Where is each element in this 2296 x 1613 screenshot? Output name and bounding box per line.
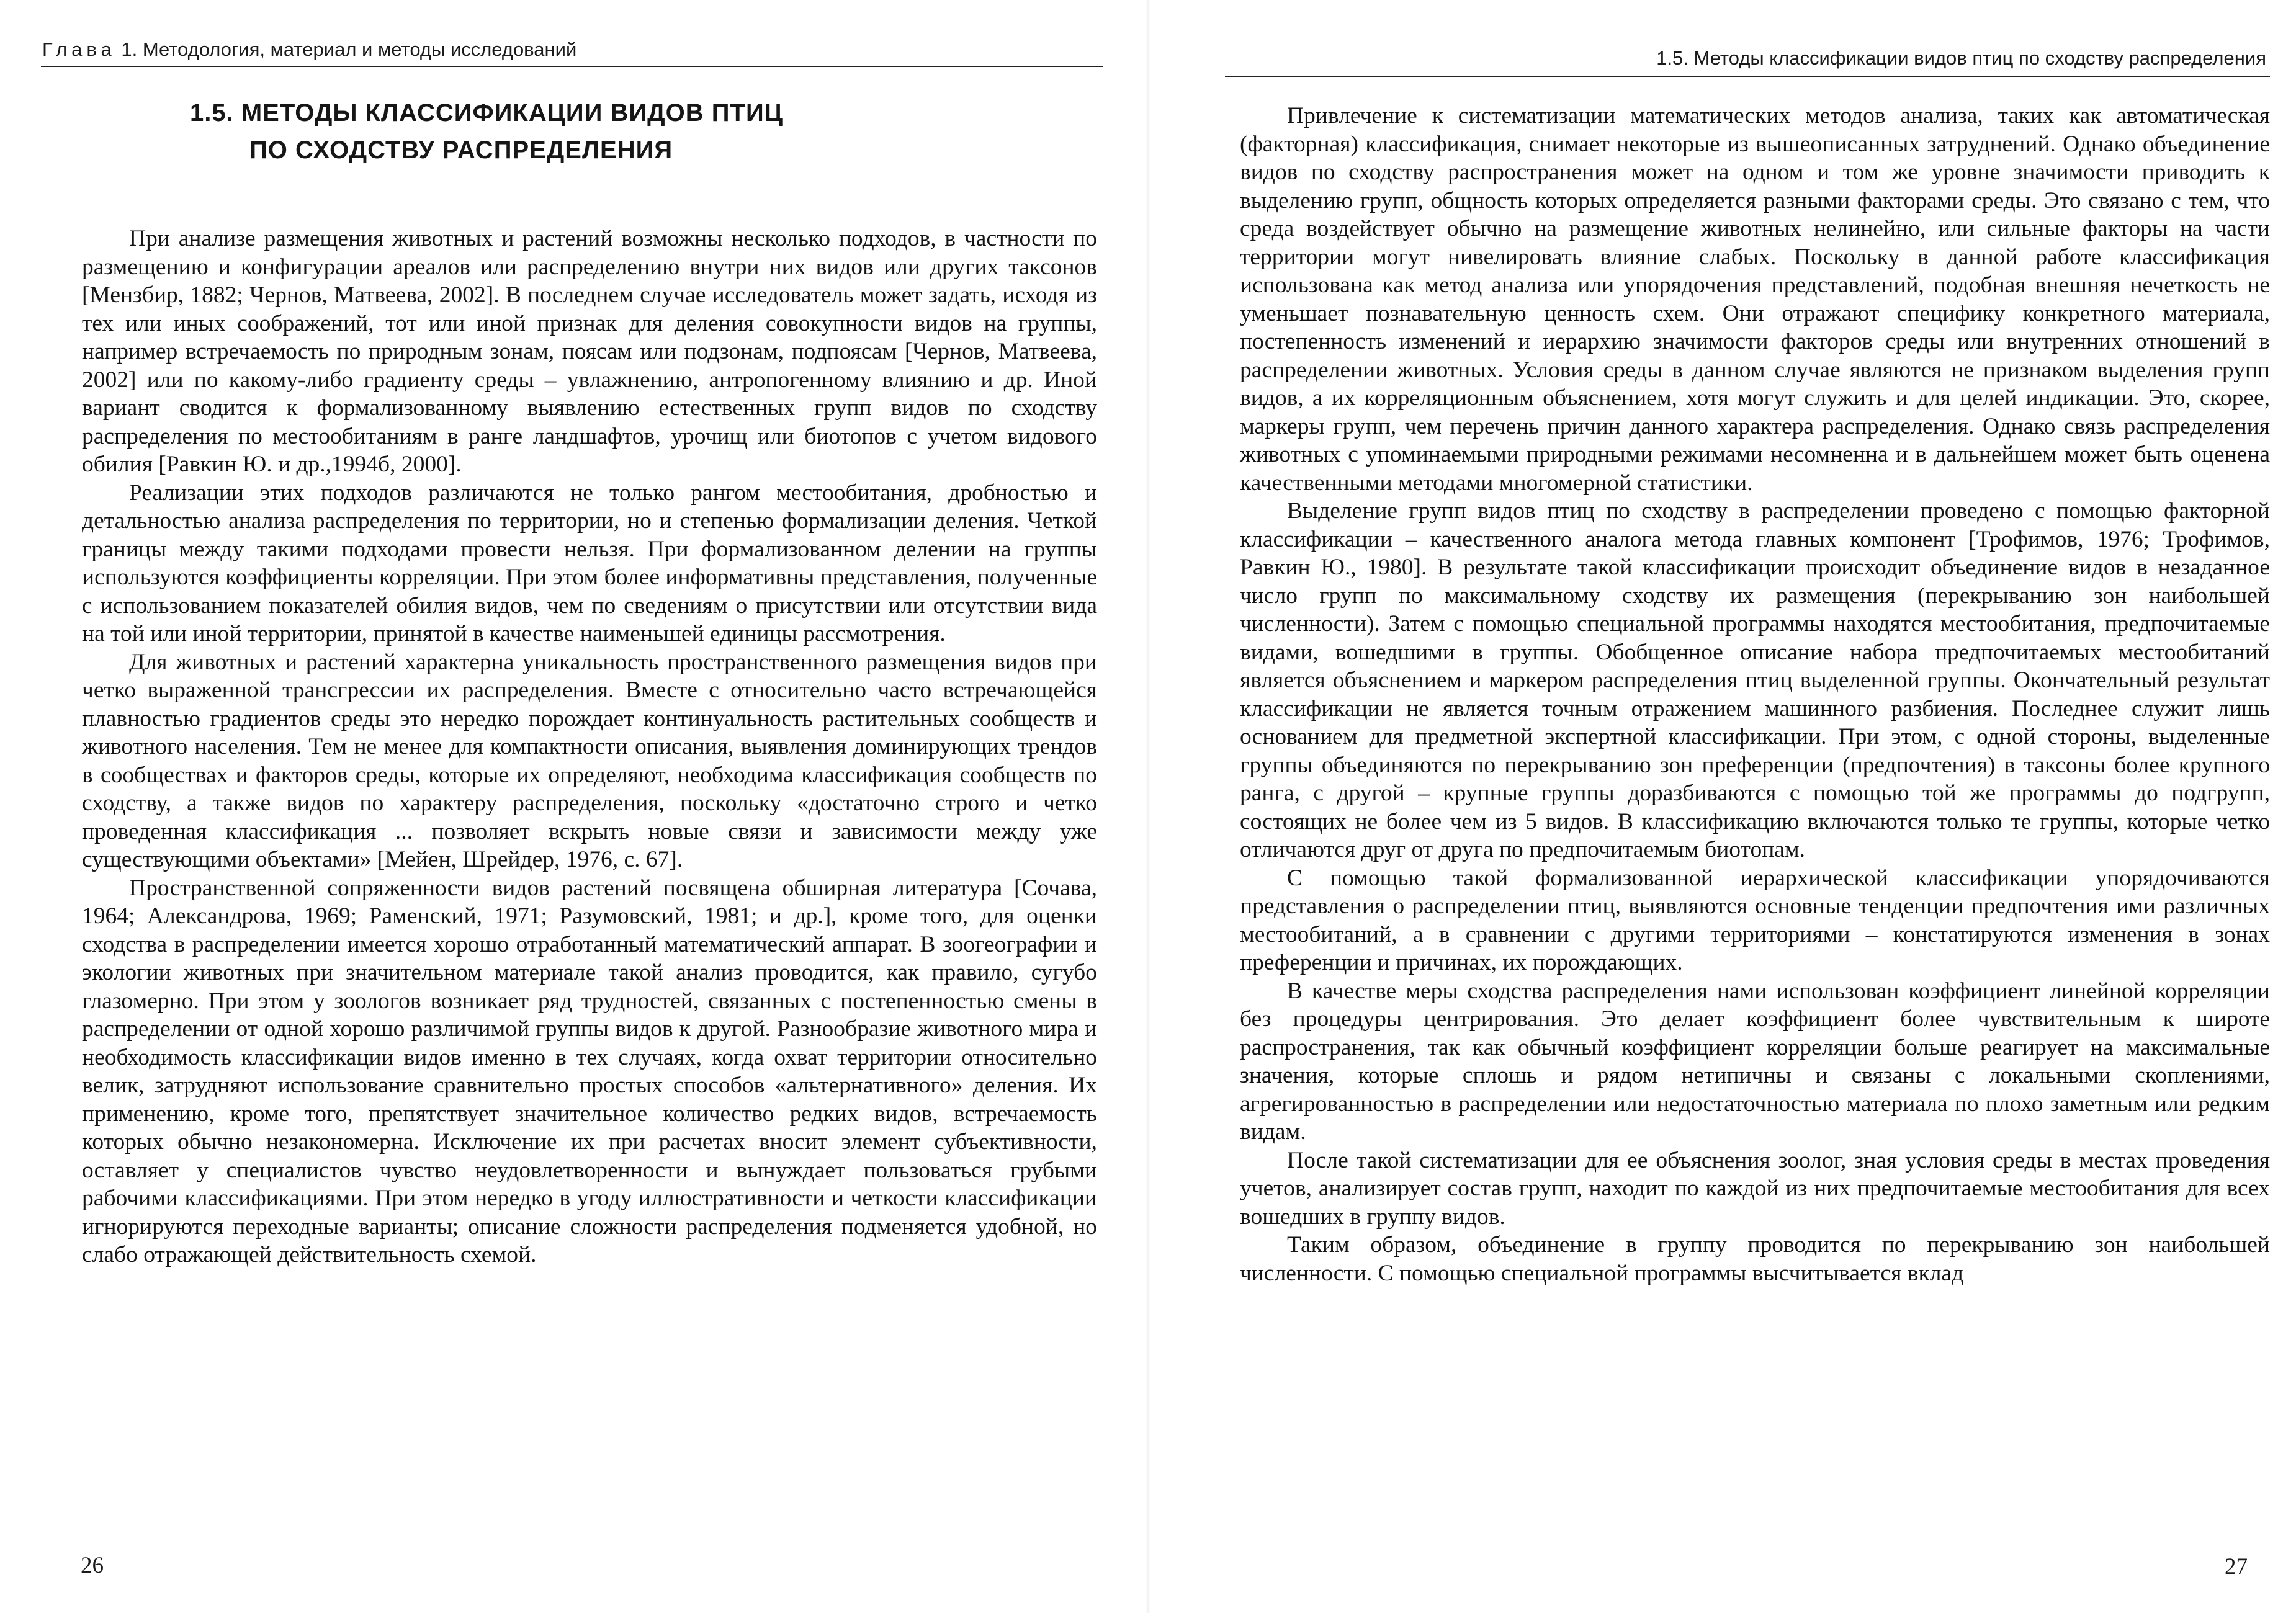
right-paragraph: Привлечение к систематизации математических методов анализа, таких как автоматическая (факторная) классификация, снимает некоторые из вышеописанных затруднений. Однако объединение видов по сходству распространения может на одном и том же уровне значимости приводить к выделению групп, общность которых определяется разными факторами среды. Это связано с тем, что среда воздействует обычно на размещение животных нелинейно, или сильные факторы на части территории могут нивелировать влияние слабых. Поскольку в данной работе классификация использована как метод анализа или упорядочения представлений, подобная внешняя нечеткость не уменьшает познавательную ценность схем. Они отражают специфику конкретного материала, постепенность изменений и иерархию значимости факторов среды или внутренних отношений в распределении животных. Условия среды в данном случае являются не признаком выделения групп видов, а их корреляционным объяснением, хотя могут служить и для целей индикации. Это, скорее, маркеры групп, чем перечень причин данного характера распределения. Однако связь распределения животных с упоминаемыми природными режимами несомненна и в дальнейшем может быть оценена качественными методами многомерной статистики. bbox=[1240, 103, 2270, 496]
right-page-number: 27 bbox=[2225, 1554, 2248, 1579]
right-paragraph: В качестве меры сходства распределения нами использован коэффициент линейной корреляции без процедуры центрирования. Это делает коэффициент более чувствительным к широте распространения, так как обычный коэффициент корреляции больше реагирует на максимальные значения, которые сплошь и рядом нетипичны и связаны с локальными скоплениями, агрегированностью в распределении или недостаточностью материала по плохо заметным или редким видам. bbox=[1240, 978, 2270, 1145]
running-head-chapter-label: Глава bbox=[42, 38, 116, 60]
book-gutter bbox=[1146, 0, 1150, 1613]
right-header-rule bbox=[1225, 76, 2270, 77]
running-head-chapter-title: 1. Методология, материал и методы исследований bbox=[115, 38, 577, 60]
left-page-number: 26 bbox=[81, 1553, 104, 1578]
left-paragraph: Реализации этих подходов различаются не только рангом местообитания, дробностью и детальностью анализа распределения по территории, но и степенью формализации деления. Четкой границы между такими подходами провести нельзя. При формализованном делении на группы используются коэффициенты корреляции. При этом более информативны представления, полученные с использованием показателей обилия видов, чем по сведениям о присутствии или отсутствии вида на той или иной территории, принятой в качестве наименьшей единицы рассмотрения. bbox=[82, 480, 1097, 646]
left-paragraph: Пространственной сопряженности видов растений посвящена обширная литература [Сочава, 1964; Александрова, 1969; Раменский, 1971; Разумовский, 1981; и др.], кроме того, для оценки сходства в распределении имеется хорошо отработанный математический аппарат. В зоогеографии и экологии животных при значительном материале такой анализ проводится, как правило, сугубо глазомерно. При этом у зоологов возникает ряд трудностей, связанных с постепенностью смены в распределении от одной хорошо различимой группы видов к другой. Разнообразие животного мира и необходимость классификации видов именно в тех случаях, когда охват территории относительно велик, затрудняют использование сравнительно простых способов «альтернативного» деления. Их применению, кроме того, препятствует значительное количество редких видов, встречаемость которых обычно незакономерна. Исключение их при расчетах вносит элемент субъективности, оставляет у специалистов чувство неудовлетворенности и вынуждает пользоваться грубыми рабочими классификациями. При этом нередко в угоду иллюстративности и четкости классификации игнорируются переходные варианты; описание сложности распределения подменяется удобной, но слабо отражающей действительность схемой. bbox=[82, 875, 1097, 1267]
right-running-head: 1.5. Методы классификации видов птиц по сходству распределения bbox=[1656, 47, 2266, 69]
right-paragraph: После такой систематизации для ее объяснения зоолог, зная условия среды в местах проведения учетов, анализирует состав групп, находит по каждой из них предпочитаемые местообитания для всех вошедших в группу видов. bbox=[1240, 1147, 2270, 1230]
left-header-rule bbox=[41, 66, 1103, 67]
section-title-line-2: ПО СХОДСТВУ РАСПРЕДЕЛЕНИЯ bbox=[249, 136, 673, 164]
section-title bbox=[190, 94, 783, 169]
left-body-text bbox=[82, 225, 1097, 1269]
right-paragraph: Таким образом, объединение в группу проводится по перекрыванию зон наибольшей численности. С помощью специальной программы высчитывается вклад bbox=[1240, 1232, 2270, 1286]
right-paragraph: С помощью такой формализованной иерархической классификации упорядочиваются представления о распределении птиц, выявляются основные тенденции предпочтения ими различных местообитаний, а в сравнении с другими территориями – констатируются изменения в зонах преференции и причинах, их порождающих. bbox=[1240, 865, 2270, 975]
right-body-text bbox=[1240, 102, 2270, 1287]
right-paragraph: Выделение групп видов птиц по сходству в распределении проведено с помощью факторной классификации – качественного аналога метода главных компонент [Трофимов, 1976; Трофимов, Равкин Ю., 1980]. В результате такой классификации происходит объединение видов в незаданное число групп по максимальному сходству их размещения (перекрыванию зон наибольшей численности). Затем с помощью специальной программы находятся местообитания, предпочитаемые видами, вошедшими в группы. Обобщенное описание набора предпочитаемых местообитаний является объяснением и маркером распределения птиц выделенной группы. Окончательный результат классификации не является точным отражением машинного разбиения. Последнее служит лишь основанием для предметной экспертной классификации. При этом, с одной стороны, выделенные группы объединяются по перекрыванию зон преференции (предпочтения) в таксоны более крупного ранга, с другой – крупные группы доразбиваются с помощью той же программы до подгрупп, состоящих не более чем из 5 видов. В классификацию включаются только те группы, которые четко отличаются друг от друга по предпочитаемым биотопам. bbox=[1240, 498, 2270, 862]
left-running-head bbox=[42, 37, 576, 62]
right-page bbox=[1150, 0, 2296, 1613]
left-page bbox=[0, 0, 1146, 1613]
left-paragraph: При анализе размещения животных и растений возможны несколько подходов, в частности по размещению и конфигурации ареалов или распределению внутри них видов или других таксонов [Мензбир, 1882; Чернов, Матвеева, 2002]. В последнем случае исследователь может задать, исходя из тех или иных соображений, тот или иной признак для деления совокупности видов на группы, например встречаемость по природным зонам, поясам или подзонам, подпоясам [Чернов, Матвеева, 2002] или по какому-либо градиенту среды – увлажнению, антропогенному влиянию и др. Иной вариант сводится к формализованному выявлению естественных групп видов по сходству распределения по местообитаниям в ранге ландшафтов, урочищ или биотопов с учетом видового обилия [Равкин Ю. и др.,1994б, 2000]. bbox=[82, 226, 1097, 477]
left-paragraph: Для животных и растений характерна уникальность пространственного размещения видов при четко выраженной трансгрессии их распределения. Вместе с относительно часто встречающейся плавностью градиентов среды это нередко порождает континуальность растительных сообществ и животного населения. Тем не менее для компактности описания, выявления доминирующих трендов в сообществах и факторов среды, которые их определяют, необходима классификация сообществ по сходству, а также видов по характеру распределения, поскольку «достаточно строго и четко проведенная классификация ... позволяет вскрыть новые связи и зависимости между уже существующими объектами» [Мейен, Шрейдер, 1976, с. 67]. bbox=[82, 649, 1097, 872]
section-title-line-1: 1.5. МЕТОДЫ КЛАССИФИКАЦИИ ВИДОВ ПТИЦ bbox=[190, 99, 783, 127]
